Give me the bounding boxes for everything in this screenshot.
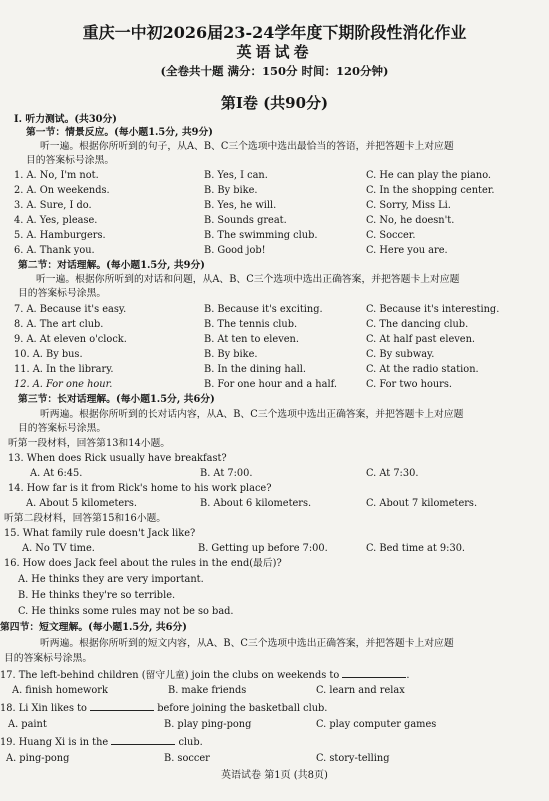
q5-option-a: 5. A. Hamburgers.: [14, 230, 106, 241]
volume-title: 第Ⅰ卷 (共90分): [220, 94, 329, 112]
q19-stem-end: club.: [178, 737, 203, 748]
q19-blank: [111, 735, 175, 745]
q17-stem-end: .: [406, 670, 410, 681]
q5-option-b: B. The swimming club.: [204, 230, 318, 241]
q13-option-c: C. At 7:30.: [366, 468, 419, 479]
q18-stem-end: before joining the basketball club.: [157, 703, 328, 714]
page-footer: 英语试卷 第1页 (共8页): [221, 770, 328, 781]
q14-option-a: A. About 5 kilometers.: [26, 498, 138, 509]
exam-subtitle: 英语试卷: [236, 43, 313, 61]
sec4-instruction: 听两遍。根据你所听到的短文内容，从A、B、C三个选项中选出正确答案，并把答题卡上对应题: [40, 638, 454, 649]
sec3-instruction-cont: 目的答案标号涂黑。: [18, 423, 107, 434]
q17-option-a: A. finish homework: [12, 685, 108, 696]
q18-blank: [90, 701, 154, 711]
sec3-instruction: 听两遍。根据你所听到的长对话内容，从A、B、C三个选项中选出正确答案，并把答题卡上对应题: [40, 409, 464, 420]
q13-option-b: B. At 7:00.: [200, 468, 253, 479]
q7-option-b: B. Because it's exciting.: [204, 304, 323, 315]
q19-stem-text: 19. Huang Xi is in the: [0, 737, 109, 748]
q4-option-a: 4. A. Yes, please.: [14, 215, 98, 226]
q19-stem: [0, 735, 203, 749]
q9-option-a: 9. A. At eleven o'clock.: [14, 334, 127, 345]
q14-option-c: C. About 7 kilometers.: [366, 498, 478, 509]
q4-option-c: C. No, he doesn't.: [366, 215, 455, 226]
q8-option-a: 8. A. The art club.: [14, 319, 104, 330]
sec2-heading: 第二节：对话理解。(每小题1.5分, 共9分): [18, 260, 205, 271]
q17-stem: [0, 668, 410, 682]
q6-option-a: 6. A. Thank you.: [14, 245, 95, 256]
sec3-material1: 听第一段材料，回答第13和14小题。: [8, 438, 171, 449]
q17-option-b: B. make friends: [168, 685, 247, 696]
q11-option-b: B. In the dining hall.: [204, 364, 306, 375]
q16-option-b: B. He thinks they're so terrible.: [18, 590, 176, 601]
q18-stem: [0, 701, 327, 715]
sec4-instruction-cont: 目的答案标号涂黑。: [4, 653, 93, 664]
q14-option-b: B. About 6 kilometers.: [200, 498, 312, 509]
q18-option-c: C. play computer games: [316, 719, 437, 730]
q6-option-c: C. Here you are.: [366, 245, 448, 256]
q1-option-c: C. He can play the piano.: [366, 170, 492, 181]
q6-option-b: B. Good job!: [204, 245, 266, 256]
q15-option-a: A. No TV time.: [22, 543, 95, 554]
q7-option-a: 7. A. Because it's easy.: [14, 304, 127, 315]
sec1-instruction-cont: 目的答案标号涂黑。: [26, 155, 115, 166]
q16-option-c: C. He thinks some rules may not be so bad.: [18, 606, 234, 617]
q9-option-b: B. At ten to eleven.: [204, 334, 299, 345]
q18-option-a: A. paint: [8, 719, 47, 730]
sec2-instruction-cont: 目的答案标号涂黑。: [18, 288, 107, 299]
q13-stem: 13. When does Rick usually have breakfast?: [8, 453, 227, 464]
q16-stem: 16. How does Jack feel about the rules in the end(最后)?: [4, 558, 282, 569]
q12-option-a: 12. A. For one hour.: [14, 379, 113, 390]
sec2-instruction: 听一遍。根据你所听到的对话和问题，从A、B、C三个选项中选出正确答案，并把答题卡上对应题: [36, 274, 460, 285]
q3-option-c: C. Sorry, Miss Li.: [366, 200, 451, 211]
exam-title: 重庆一中初2026届23-24学年度下期阶段性消化作业: [82, 23, 467, 42]
part1-heading: I. 听力测试。(共30分): [14, 114, 117, 125]
q7-option-c: C. Because it's interesting.: [366, 304, 500, 315]
q10-option-c: C. By subway.: [366, 349, 435, 360]
q11-option-a: 11. A. In the library.: [14, 364, 114, 375]
q17-stem-text: 17. The left-behind children (留守儿童) join the clubs on weekends to: [0, 670, 340, 681]
q2-option-a: 2. A. On weekends.: [14, 185, 110, 196]
q19-option-b: B. soccer: [164, 753, 210, 764]
q17-blank: [342, 668, 406, 678]
sec4-heading: 第四节：短文理解。(每小题1.5分, 共6分): [0, 622, 187, 633]
q12-option-c: C. For two hours.: [366, 379, 453, 390]
q8-option-b: B. The tennis club.: [204, 319, 298, 330]
sec3-heading: 第三节：长对话理解。(每小题1.5分, 共6分): [18, 394, 215, 405]
q10-option-b: B. By bike.: [204, 349, 258, 360]
q1-option-b: B. Yes, I can.: [204, 170, 268, 181]
q3-option-b: B. Yes, he will.: [204, 200, 277, 211]
q9-option-c: C. At half past eleven.: [366, 334, 476, 345]
q2-option-b: B. By bike.: [204, 185, 258, 196]
q18-option-b: B. play ping-pong: [164, 719, 252, 730]
q4-option-b: B. Sounds great.: [204, 215, 287, 226]
exam-meta: (全卷共十题 满分：150分 时间：120分钟): [160, 64, 389, 78]
q17-option-c: C. learn and relax: [316, 685, 405, 696]
q13-option-a: A. At 6:45.: [30, 468, 83, 479]
sec1-instruction: 听一遍。根据你所听到的句子，从A、B、C三个选项中选出最恰当的答语，并把答题卡上对应题: [40, 141, 454, 152]
q5-option-c: C. Soccer.: [366, 230, 416, 241]
q11-option-c: C. At the radio station.: [366, 364, 479, 375]
q14-stem: 14. How far is it from Rick's home to his work place?: [8, 483, 272, 494]
q15-stem: 15. What family rule doesn't Jack like?: [4, 528, 196, 539]
q10-option-a: 10. A. By bus.: [14, 349, 83, 360]
q15-option-c: C. Bed time at 9:30.: [366, 543, 466, 554]
q19-option-c: C. story-telling: [316, 753, 390, 764]
q3-option-a: 3. A. Sure, I do.: [14, 200, 92, 211]
q15-option-b: B. Getting up before 7:00.: [198, 543, 328, 554]
sec1-heading: 第一节：情景反应。(每小题1.5分, 共9分): [26, 127, 213, 138]
q19-option-a: A. ping-pong: [6, 753, 70, 764]
q2-option-c: C. In the shopping center.: [366, 185, 495, 196]
q18-stem-text: 18. Li Xin likes to: [0, 703, 87, 714]
q12-option-b: B. For one hour and a half.: [204, 379, 337, 390]
q16-option-a: A. He thinks they are very important.: [18, 574, 204, 585]
q8-option-c: C. The dancing club.: [366, 319, 469, 330]
sec3-material2: 听第二段材料，回答第15和16小题。: [4, 513, 167, 524]
q1-option-a: 1. A. No, I'm not.: [14, 170, 99, 181]
